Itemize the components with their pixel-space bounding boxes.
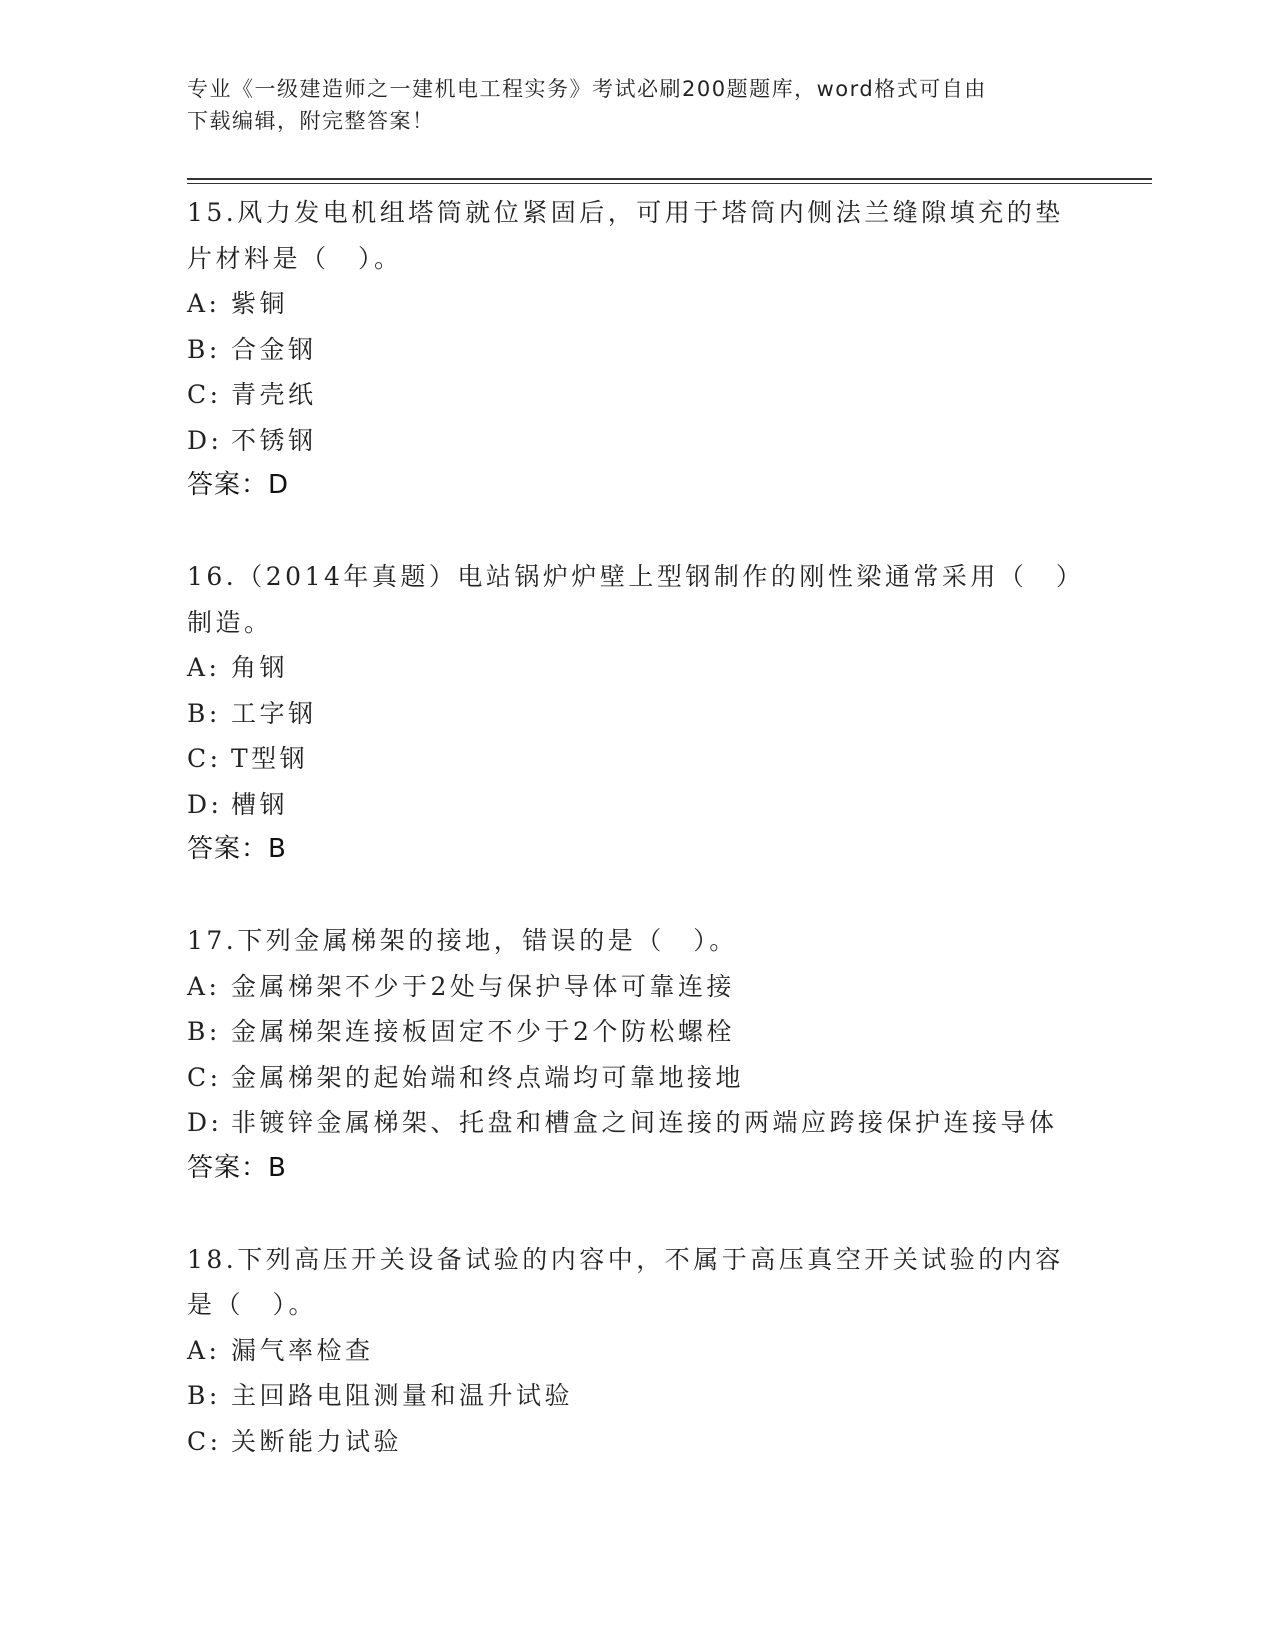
answer-option (187, 736, 1157, 782)
answer-option (187, 1055, 1157, 1101)
question-text: 17.下列金属梯架的接地，错误的是（ ）。 (187, 926, 738, 955)
option-letter: C: (187, 380, 222, 409)
question-text: 片材料是（ ）。 (187, 243, 403, 273)
option-letter: A: (187, 1335, 221, 1365)
option-text: 合金钢 (231, 334, 317, 364)
answer-key: 答案：B (187, 834, 287, 864)
option-letter: A: (187, 971, 221, 1001)
option-letter: C: (187, 1062, 222, 1092)
option-text: 非镀锌金属梯架、托盘和槽盒之间连接的两端应跨接保护连接导体 (231, 1108, 1058, 1137)
question-list (187, 190, 1157, 1464)
option-text: 关断能力试验 (231, 1426, 403, 1456)
answer-option (187, 1373, 1157, 1419)
question-block (187, 190, 1157, 554)
document-header (187, 73, 1087, 137)
option-letter: C: (187, 744, 222, 773)
option-text: 工字钢 (231, 698, 317, 728)
answer-key: 答案：D (187, 470, 290, 500)
option-text: 漏气率检查 (231, 1335, 374, 1365)
question-text: 是（ ）。 (187, 1290, 318, 1319)
question-text: 18.下列高压开关设备试验的内容中，不属于高压真空开关试验的内容 (187, 1244, 1064, 1274)
answer-option (187, 1328, 1157, 1374)
question-text: 制造。 (187, 607, 273, 637)
option-letter: B: (187, 334, 221, 364)
option-letter: B: (187, 1381, 221, 1410)
option-text: 金属梯架的起始端和终点端均可靠地接地 (231, 1062, 745, 1092)
question-spacer (187, 509, 1157, 555)
option-letter: D: (187, 425, 223, 455)
question-block (187, 918, 1157, 1237)
question-spacer (187, 873, 1157, 919)
answer-option (187, 691, 1157, 737)
option-letter: C: (187, 1426, 222, 1456)
answer-option (187, 1009, 1157, 1055)
question-text: 16.（2014年真题）电站锅炉炉壁上型钢制作的刚性梁通常采用（ ） (187, 562, 1085, 591)
question-block (187, 554, 1157, 918)
option-text: 金属梯架不少于2处与保护导体可靠连接 (231, 971, 735, 1001)
question-spacer (187, 1191, 1157, 1237)
option-letter: A: (187, 653, 221, 682)
answer-option (187, 372, 1157, 418)
answer-option (187, 327, 1157, 373)
answer-option (187, 782, 1157, 828)
answer-option (187, 281, 1157, 327)
option-text: 主回路电阻测量和温升试验 (231, 1381, 574, 1410)
answer-option (187, 418, 1157, 464)
option-text: 不锈钢 (231, 425, 317, 455)
header-line-2: 下载编辑，附完整答案！ (187, 109, 435, 133)
option-letter: B: (187, 698, 221, 728)
option-text: 青壳纸 (231, 380, 317, 409)
answer-option (187, 1100, 1157, 1146)
header-line-1: 专业《一级建造师之一建机电工程实务》考试必刷200题题库，word格式可自由 (187, 77, 987, 101)
option-text: 紫铜 (231, 289, 289, 318)
option-text: 槽钢 (231, 789, 289, 819)
question-text: 15.风力发电机组塔筒就位紧固后，可用于塔筒内侧法兰缝隙填充的垫 (187, 198, 1064, 227)
question-block (187, 1237, 1157, 1465)
option-text: T型钢 (231, 744, 309, 773)
answer-key: 答案：B (187, 1152, 287, 1183)
answer-option (187, 645, 1157, 691)
option-text: 金属梯架连接板固定不少于2个防松螺栓 (231, 1017, 735, 1046)
option-text: 角钢 (231, 653, 289, 682)
answer-option (187, 1419, 1157, 1465)
header-divider-thin (187, 183, 1152, 184)
option-letter: A: (187, 289, 221, 318)
option-letter: D: (187, 789, 223, 819)
header-divider-thick (187, 178, 1152, 180)
option-letter: D: (187, 1108, 223, 1137)
option-letter: B: (187, 1017, 221, 1046)
answer-option (187, 964, 1157, 1010)
